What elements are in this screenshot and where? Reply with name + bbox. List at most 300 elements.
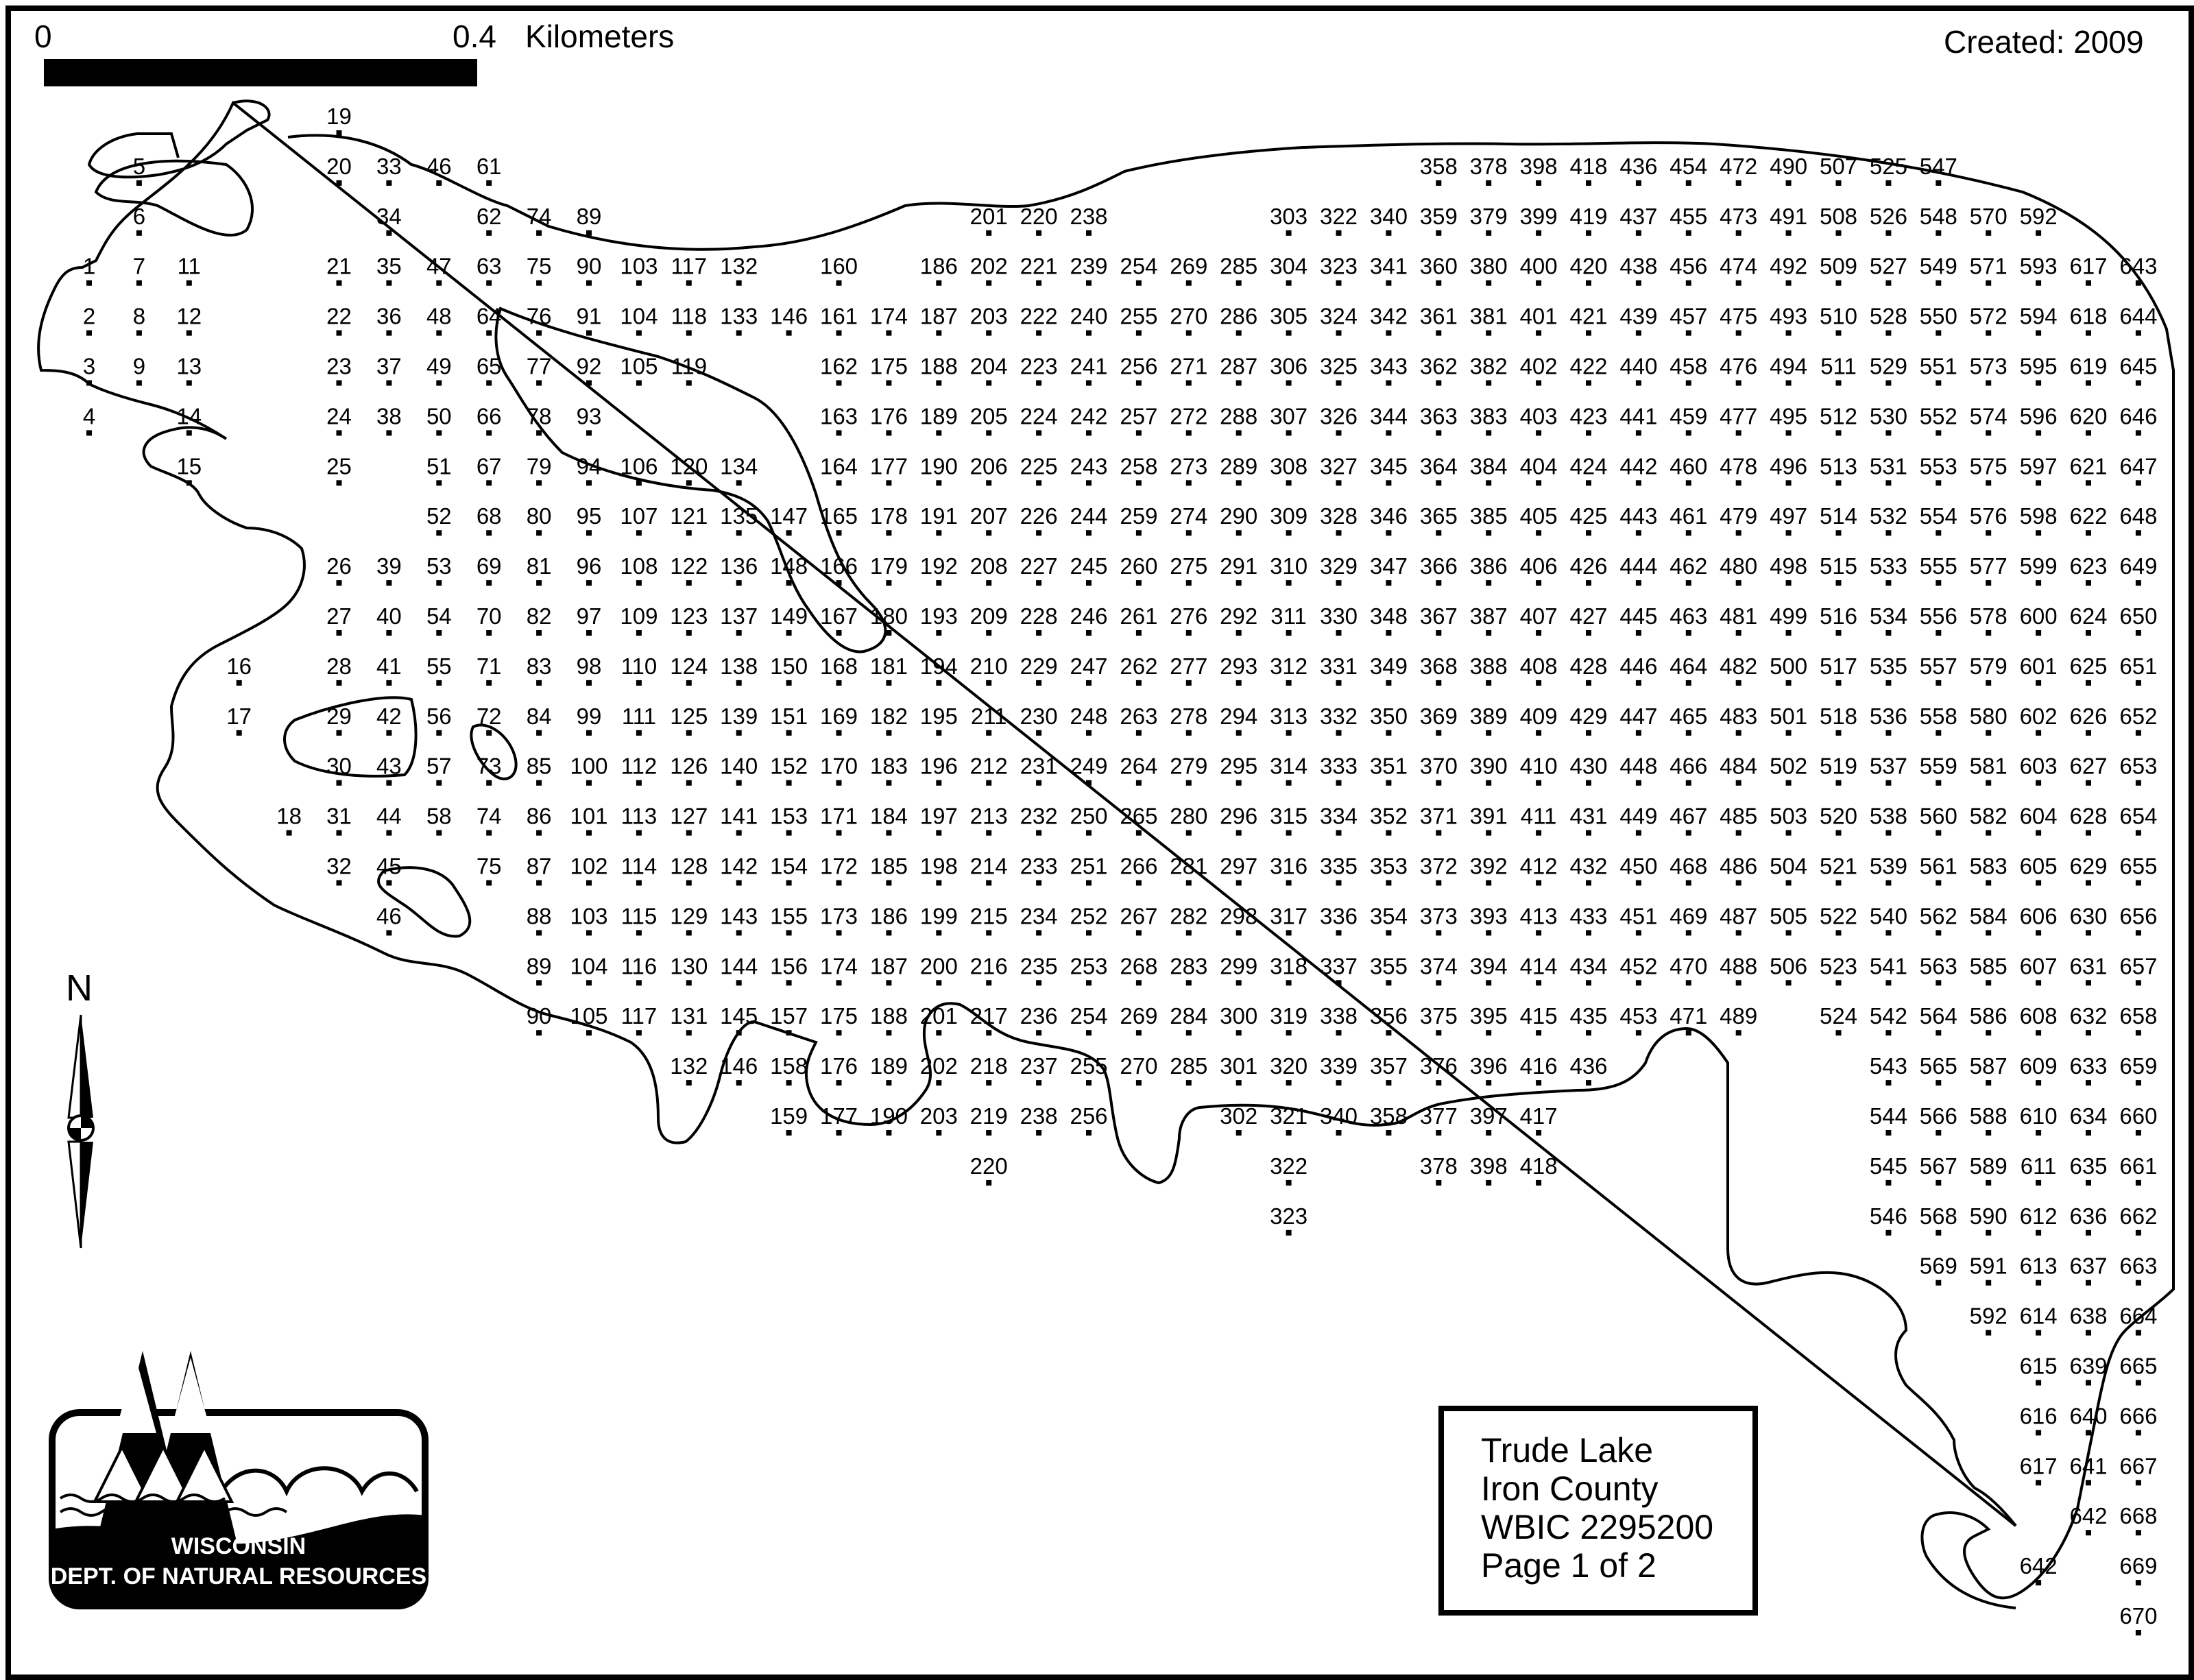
point-marker: [636, 280, 642, 286]
point-label: 420: [1569, 253, 1608, 279]
point-label: 592: [1969, 1303, 2008, 1329]
point-marker: [1536, 180, 1541, 186]
point-label: 228: [1020, 603, 1058, 629]
point-marker: [1486, 580, 1491, 586]
point-marker: [686, 930, 692, 935]
point-marker: [1136, 880, 1142, 886]
point-label: 108: [620, 553, 658, 579]
point-label: 216: [969, 953, 1008, 979]
point-marker: [1436, 230, 1441, 236]
point-label: 13: [176, 353, 202, 379]
point-label: 160: [819, 253, 858, 279]
point-label: 640: [2069, 1403, 2108, 1429]
point-label: 622: [2069, 503, 2108, 529]
point-marker: [1736, 480, 1741, 485]
point-marker: [1986, 980, 1991, 985]
point-marker: [986, 680, 991, 686]
point-label: 293: [1220, 653, 1258, 679]
point-label: 167: [819, 603, 858, 629]
point-label: 22: [326, 303, 352, 329]
point-marker: [1786, 630, 1792, 636]
point-label: 594: [2019, 303, 2058, 329]
point-marker: [2086, 280, 2091, 286]
point-label: 528: [1869, 303, 1907, 329]
point-marker: [1336, 430, 1342, 435]
point-label: 236: [1020, 1003, 1058, 1029]
point-marker: [1036, 830, 1041, 836]
point-marker: [1336, 880, 1342, 886]
point-label: 498: [1770, 553, 1808, 579]
point-marker: [337, 130, 342, 136]
point-label: 239: [1070, 253, 1108, 279]
point-label: 359: [1419, 203, 1458, 229]
point-marker: [986, 880, 991, 886]
point-label: 164: [819, 453, 858, 479]
point-marker: [1736, 780, 1741, 786]
point-label: 252: [1070, 903, 1108, 929]
point-marker: [1536, 430, 1541, 435]
point-marker: [1885, 480, 1891, 485]
point-label: 375: [1419, 1003, 1458, 1029]
point-label: 221: [1020, 253, 1058, 279]
point-label: 656: [2119, 903, 2158, 929]
point-marker: [1436, 930, 1441, 935]
point-marker: [686, 580, 692, 586]
point-label: 361: [1419, 303, 1458, 329]
point-label: 357: [1369, 1053, 1408, 1079]
point-label: 27: [326, 603, 352, 629]
point-marker: [1136, 1030, 1142, 1035]
point-label: 543: [1869, 1053, 1907, 1079]
point-label: 232: [1020, 803, 1058, 829]
point-marker: [1336, 980, 1342, 985]
point-label: 229: [1020, 653, 1058, 679]
point-label: 490: [1770, 153, 1808, 179]
point-label: 132: [670, 1053, 708, 1079]
point-label: 319: [1270, 1003, 1308, 1029]
point-marker: [2136, 1230, 2141, 1236]
point-marker: [386, 680, 391, 686]
scale-max-label: 0.4: [453, 19, 496, 54]
point-marker: [786, 880, 792, 886]
point-marker: [1936, 1080, 1941, 1085]
point-label: 531: [1869, 453, 1907, 479]
point-marker: [1885, 780, 1891, 786]
point-marker: [1986, 530, 1991, 536]
point-marker: [736, 930, 742, 935]
point-marker: [86, 430, 92, 435]
point-label: 573: [1969, 353, 2008, 379]
point-label: 178: [869, 503, 908, 529]
point-label: 66: [476, 403, 502, 429]
point-marker: [1186, 980, 1192, 985]
point-marker: [636, 930, 642, 935]
point-marker: [2036, 730, 2041, 736]
point-label: 303: [1270, 203, 1308, 229]
point-marker: [2036, 381, 2041, 386]
point-marker: [936, 830, 941, 836]
point-marker: [786, 331, 792, 336]
point-label: 140: [720, 753, 758, 779]
point-label: 390: [1469, 753, 1508, 779]
point-label: 650: [2119, 603, 2158, 629]
point-marker: [536, 880, 542, 886]
point-label: 185: [869, 853, 908, 879]
point-marker: [1136, 430, 1142, 435]
point-marker: [1386, 880, 1391, 886]
point-marker: [786, 580, 792, 586]
point-label: 20: [326, 153, 352, 179]
point-marker: [1386, 730, 1391, 736]
point-label: 220: [1020, 203, 1058, 229]
point-marker: [1036, 930, 1041, 935]
point-label: 92: [576, 353, 602, 379]
point-label: 570: [1969, 203, 2008, 229]
point-label: 512: [1819, 403, 1858, 429]
point-label: 210: [969, 653, 1008, 679]
point-label: 8: [132, 303, 146, 329]
point-label: 279: [1170, 753, 1208, 779]
point-label: 572: [1969, 303, 2008, 329]
point-marker: [1036, 880, 1041, 886]
point-label: 318: [1270, 953, 1308, 979]
point-marker: [886, 480, 891, 485]
point-marker: [586, 980, 592, 985]
point-label: 73: [476, 753, 502, 779]
point-marker: [186, 331, 192, 336]
point-marker: [1986, 1230, 1991, 1236]
wdnr-logo: [47, 1344, 431, 1611]
point-marker: [786, 530, 792, 536]
point-label: 503: [1770, 803, 1808, 829]
point-label: 445: [1619, 603, 1658, 629]
point-label: 330: [1319, 603, 1358, 629]
point-label: 63: [476, 253, 502, 279]
point-label: 55: [426, 653, 452, 679]
point-marker: [1236, 331, 1242, 336]
point-label: 309: [1270, 503, 1308, 529]
point-label: 370: [1419, 753, 1458, 779]
point-marker: [586, 730, 592, 736]
point-marker: [736, 980, 742, 985]
point-marker: [1536, 230, 1541, 236]
point-label: 132: [720, 253, 758, 279]
point-label: 209: [969, 603, 1008, 629]
point-marker: [86, 381, 92, 386]
point-label: 272: [1170, 403, 1208, 429]
point-label: 276: [1170, 603, 1208, 629]
point-label: 655: [2119, 853, 2158, 879]
point-label: 254: [1070, 1003, 1108, 1029]
point-marker: [1036, 480, 1041, 485]
point-marker: [586, 880, 592, 886]
point-label: 46: [376, 903, 402, 929]
point-label: 492: [1770, 253, 1808, 279]
point-marker: [686, 280, 692, 286]
point-marker: [2136, 331, 2141, 336]
point-marker: [1036, 530, 1041, 536]
point-label: 265: [1120, 803, 1158, 829]
point-label: 480: [1720, 553, 1758, 579]
point-marker: [836, 680, 842, 686]
point-label: 218: [969, 1053, 1008, 1079]
point-marker: [2086, 1280, 2091, 1286]
point-label: 4: [82, 403, 96, 429]
point-marker: [1986, 930, 1991, 935]
point-label: 95: [576, 503, 602, 529]
point-marker: [337, 480, 342, 485]
point-label: 176: [869, 403, 908, 429]
point-marker: [1586, 230, 1591, 236]
point-label: 168: [819, 653, 858, 679]
point-label: 302: [1220, 1103, 1258, 1129]
point-label: 632: [2069, 1003, 2108, 1029]
point-marker: [1936, 980, 1941, 985]
point-marker: [2136, 830, 2141, 836]
point-marker: [836, 1030, 842, 1035]
point-label: 166: [819, 553, 858, 579]
point-marker: [2136, 1330, 2141, 1336]
point-marker: [1786, 480, 1792, 485]
point-marker: [1836, 1030, 1842, 1035]
point-marker: [1836, 980, 1842, 985]
point-marker: [886, 980, 891, 985]
point-label: 71: [476, 653, 502, 679]
point-marker: [1536, 381, 1541, 386]
wbic-number: WBIC 2295200: [1481, 1508, 1714, 1546]
point-label: 491: [1770, 203, 1808, 229]
point-marker: [436, 830, 442, 836]
point-marker: [1236, 730, 1242, 736]
point-label: 337: [1319, 953, 1358, 979]
point-label: 240: [1070, 303, 1108, 329]
point-label: 32: [326, 853, 352, 879]
point-marker: [1836, 280, 1842, 286]
point-label: 535: [1869, 653, 1907, 679]
point-label: 197: [919, 803, 958, 829]
point-label: 421: [1569, 303, 1608, 329]
point-marker: [1486, 1180, 1491, 1186]
point-label: 395: [1469, 1003, 1508, 1029]
point-marker: [1736, 830, 1741, 836]
point-label: 44: [376, 803, 402, 829]
point-marker: [536, 430, 542, 435]
point-marker: [1486, 1130, 1491, 1136]
point-marker: [1086, 830, 1092, 836]
point-label: 30: [326, 753, 352, 779]
point-label: 393: [1469, 903, 1508, 929]
point-label: 157: [770, 1003, 808, 1029]
point-label: 477: [1720, 403, 1758, 429]
point-marker: [836, 880, 842, 886]
point-label: 192: [919, 553, 958, 579]
point-label: 37: [376, 353, 402, 379]
point-label: 466: [1669, 753, 1708, 779]
point-marker: [586, 830, 592, 836]
point-label: 311: [1270, 603, 1307, 629]
point-label: 266: [1120, 853, 1158, 879]
point-label: 440: [1619, 353, 1658, 379]
point-marker: [1186, 1080, 1192, 1085]
point-marker: [337, 280, 342, 286]
point-marker: [1286, 730, 1292, 736]
point-marker: [1686, 980, 1691, 985]
point-label: 450: [1619, 853, 1658, 879]
point-label: 121: [670, 503, 708, 529]
point-marker: [636, 830, 642, 836]
point-marker: [1786, 430, 1792, 435]
point-label: 187: [869, 953, 908, 979]
point-label: 146: [720, 1053, 758, 1079]
point-label: 151: [770, 703, 808, 729]
point-marker: [2036, 1280, 2041, 1286]
point-marker: [386, 630, 391, 636]
point-label: 580: [1969, 703, 2008, 729]
point-label: 554: [1919, 503, 1957, 529]
point-label: 343: [1369, 353, 1408, 379]
point-label: 631: [2069, 953, 2108, 979]
point-label: 238: [1020, 1103, 1058, 1129]
point-marker: [1936, 1230, 1941, 1236]
point-marker: [337, 680, 342, 686]
point-marker: [1086, 1080, 1092, 1085]
point-marker: [936, 580, 941, 586]
point-label: 595: [2019, 353, 2058, 379]
point-marker: [1536, 580, 1541, 586]
point-label: 109: [620, 603, 658, 629]
point-marker: [1536, 980, 1541, 985]
point-marker: [1086, 630, 1092, 636]
point-marker: [2036, 331, 2041, 336]
point-marker: [1736, 630, 1741, 636]
point-marker: [1686, 1030, 1691, 1035]
point-label: 323: [1270, 1203, 1308, 1229]
point-label: 356: [1369, 1003, 1408, 1029]
point-label: 544: [1869, 1103, 1907, 1129]
point-label: 147: [770, 503, 808, 529]
point-marker: [586, 530, 592, 536]
point-marker: [1086, 680, 1092, 686]
point-label: 437: [1619, 203, 1658, 229]
point-marker: [386, 331, 391, 336]
point-label: 186: [869, 903, 908, 929]
point-marker: [1136, 530, 1142, 536]
point-label: 406: [1519, 553, 1558, 579]
point-label: 102: [570, 853, 608, 879]
point-label: 26: [326, 553, 352, 579]
point-label: 385: [1469, 503, 1508, 529]
point-label: 607: [2019, 953, 2058, 979]
point-marker: [1086, 430, 1092, 435]
point-label: 435: [1569, 1003, 1608, 1029]
point-marker: [2036, 1380, 2041, 1386]
point-label: 182: [869, 703, 908, 729]
point-label: 653: [2119, 753, 2158, 779]
point-label: 484: [1720, 753, 1758, 779]
point-marker: [1836, 730, 1842, 736]
point-marker: [1636, 630, 1641, 636]
point-label: 241: [1070, 353, 1108, 379]
point-marker: [1936, 530, 1941, 536]
point-marker: [2036, 1430, 2041, 1435]
point-label: 153: [770, 803, 808, 829]
point-label: 321: [1270, 1103, 1308, 1129]
point-marker: [1286, 1180, 1292, 1186]
point-label: 428: [1569, 653, 1608, 679]
point-marker: [1036, 980, 1041, 985]
point-marker: [1986, 230, 1991, 236]
point-marker: [2136, 1130, 2141, 1136]
point-label: 510: [1819, 303, 1858, 329]
point-label: 545: [1869, 1153, 1907, 1179]
point-marker: [2086, 1130, 2091, 1136]
scale-zero-label: 0: [34, 19, 52, 54]
point-marker: [1636, 780, 1641, 786]
point-marker: [1136, 1080, 1142, 1085]
point-label: 262: [1120, 653, 1158, 679]
point-label: 458: [1669, 353, 1708, 379]
point-marker: [1236, 1080, 1242, 1085]
point-label: 139: [720, 703, 758, 729]
point-marker: [486, 630, 492, 636]
point-marker: [1236, 480, 1242, 485]
point-label: 313: [1270, 703, 1308, 729]
point-label: 407: [1519, 603, 1558, 629]
point-marker: [1736, 381, 1741, 386]
point-marker: [736, 1030, 742, 1035]
point-label: 467: [1669, 803, 1708, 829]
point-marker: [386, 880, 391, 886]
point-marker: [1036, 630, 1041, 636]
point-marker: [1186, 780, 1192, 786]
point-label: 35: [376, 253, 402, 279]
point-marker: [2136, 1280, 2141, 1286]
point-label: 346: [1369, 503, 1408, 529]
point-label: 417: [1519, 1103, 1558, 1129]
point-marker: [1586, 930, 1591, 935]
point-marker: [1986, 331, 1991, 336]
point-label: 306: [1270, 353, 1308, 379]
point-marker: [1586, 880, 1591, 886]
point-label: 384: [1469, 453, 1508, 479]
point-label: 93: [576, 403, 602, 429]
point-marker: [1236, 1130, 1242, 1136]
point-marker: [337, 580, 342, 586]
point-marker: [1436, 980, 1441, 985]
point-marker: [1136, 580, 1142, 586]
point-marker: [636, 680, 642, 686]
point-label: 247: [1070, 653, 1108, 679]
point-marker: [1486, 1030, 1491, 1035]
point-marker: [237, 680, 242, 686]
point-label: 349: [1369, 653, 1408, 679]
point-label: 460: [1669, 453, 1708, 479]
point-marker: [1436, 180, 1441, 186]
point-label: 77: [526, 353, 552, 379]
point-label: 75: [526, 253, 552, 279]
point-label: 523: [1819, 953, 1858, 979]
point-marker: [2136, 1530, 2141, 1535]
point-marker: [836, 1130, 842, 1136]
point-marker: [1836, 430, 1842, 435]
point-marker: [1836, 630, 1842, 636]
point-label: 79: [526, 453, 552, 479]
point-label: 522: [1819, 903, 1858, 929]
point-marker: [2136, 1480, 2141, 1485]
point-label: 547: [1919, 153, 1957, 179]
point-label: 67: [476, 453, 502, 479]
point-marker: [136, 180, 142, 186]
